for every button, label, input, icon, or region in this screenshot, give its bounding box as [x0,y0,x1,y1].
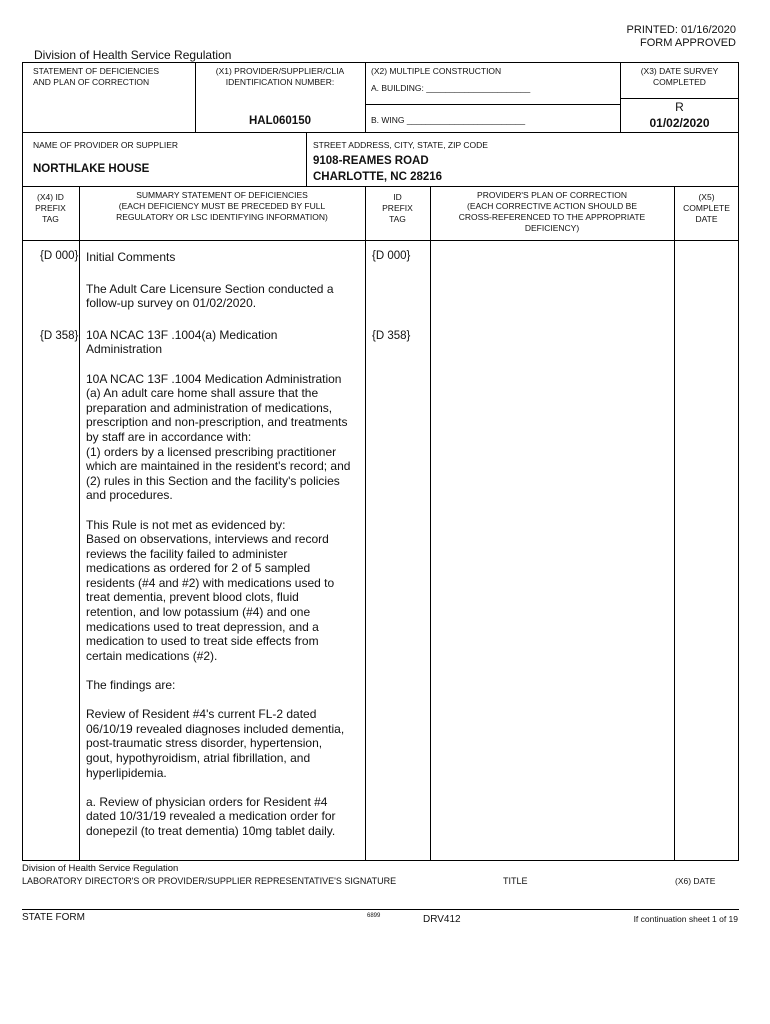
survey-code: R [675,100,684,114]
printed-date: PRINTED: 01/16/2020 [626,24,736,36]
x3-label: (X3) DATE SURVEY COMPLETED [640,66,719,87]
rule [306,132,307,186]
paragraph-evidence: This Rule is not met as evidenced by: Based on observations, interviews and record reviews the facility failed to administer medications as ordered for 2 of 5 sampled residents (#4 and #2) with medications used to treat dementia, prevent blood clots, fluid retention, and low potassium (#4) and one medications used to treat depression, and a medication to used to treat side effects from certain medications (#2). [86,517,335,663]
rule [365,62,366,132]
x1-label: (X1) PROVIDER/SUPPLIER/CLIA IDENTIFICATION NUMBER: [215,66,345,87]
paragraph-rule-text: 10A NCAC 13F .1004 Medication Administration (a) An adult care home shall assure that the preparation and administration of medications, prescription and non-prescription, and treatments by staff are in accordance with: (1) orders by a licensed prescribing practitioner which are maintained in the resident's record; and (2) rules in this Section and the facility's policies and procedures. [86,371,351,503]
x4-header: (X4) ID PREFIX TAG [35,192,66,224]
paragraph-orders: a. Review of physician orders for Resident #4 dated 10/31/19 revealed a medication order for donepezil (to treat dementia) 10mg tablet daily. [86,794,336,838]
signature-label: LABORATORY DIRECTOR'S OR PROVIDER/SUPPLIER REPRESENTATIVE'S SIGNATURE [22,876,397,886]
x5-header: (X5) COMPLETE DATE [683,192,730,224]
rule [79,186,80,861]
paragraph-findings: The findings are: [86,678,176,693]
address-line1: 9108-REAMES ROAD [313,155,429,167]
id-header: ID PREFIX TAG [382,192,413,224]
rule [22,240,739,241]
summary-header: SUMMARY STATEMENT OF DEFICIENCIES (EACH DEFICIENCY MUST BE PRECEDED BY FULL REGULATORY OR LSC IDENTIFYING INFORMATION) [116,190,328,222]
form-code: 6899 [367,913,381,919]
rule [430,186,431,861]
survey-date: 01/02/2020 [649,116,710,130]
provider-name: NORTHLAKE HOUSE [33,163,150,175]
building-label: A. BUILDING: ______________________ [371,83,531,93]
paragraph-survey-intro: The Adult Care Licensure Section conducted a follow-up survey on 01/02/2020. [86,281,334,311]
x6-date-label: (X6) DATE [675,876,716,886]
address-label: STREET ADDRESS, CITY, STATE, ZIP CODE [313,140,488,150]
provider-name-label: NAME OF PROVIDER OR SUPPLIER [33,140,178,150]
form-approved: FORM APPROVED [640,37,736,49]
doc-code: DRV412 [423,914,461,925]
statement-label: STATEMENT OF DEFICIENCIES AND PLAN OF CORRECTION [33,66,160,87]
rule [22,186,739,187]
provider-id: HAL060150 [248,115,311,127]
rule [620,98,739,99]
address-line2: CHARLOTTE, NC 28216 [313,171,443,183]
id-d358: {D 358} [372,330,411,342]
tag-d358: {D 358} [40,330,79,342]
footer-rule [22,909,739,910]
state-form-label: STATE FORM [22,912,85,923]
continuation-sheet: If continuation sheet 1 of 19 [633,914,738,924]
title-label: TITLE [503,876,528,886]
paragraph-rule-title: 10A NCAC 13F .1004(a) Medication Administration [86,327,278,357]
tag-d000: {D 000} [40,250,79,262]
deficiency-summary [86,250,366,853]
rule [22,132,739,133]
id-d000: {D 000} [372,250,411,262]
plan-header: PROVIDER'S PLAN OF CORRECTION (EACH CORRECTIVE ACTION SHOULD BE CROSS-REFERENCED TO THE APPROPRIATE DEFICIENCY) [458,190,646,233]
footer-agency: Division of Health Service Regulation [22,863,179,874]
paragraph-initial-comments: Initial Comments [86,250,176,264]
rule [365,104,620,105]
wing-label: B. WING _________________________ [371,115,526,125]
x2-label: (X2) MULTIPLE CONSTRUCTION [371,66,502,76]
agency-title: Division of Health Service Regulation [34,48,232,62]
rule [674,186,675,861]
paragraph-diagnoses: Review of Resident #4's current FL-2 dated 06/10/19 revealed diagnoses included dementia, post-traumatic stress disorder, hypertension, gout, hypothyroidism, atrial fibrillation, and hyperlipidemia. [86,707,345,780]
